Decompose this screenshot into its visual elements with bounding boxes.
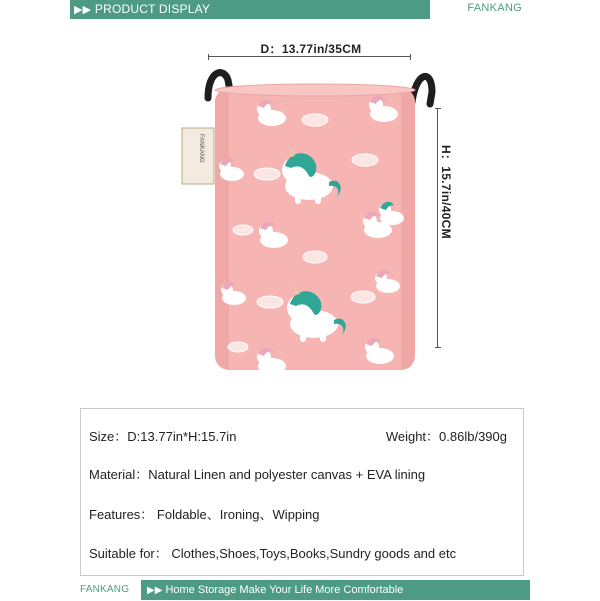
- diameter-label: D：13.77in/35CM: [260, 42, 362, 56]
- diameter-dimension-line: [208, 56, 411, 57]
- product-image: [180, 62, 440, 382]
- footer-bar: [141, 580, 530, 600]
- spec-weight: Weight：0.86lb/390g: [385, 429, 507, 444]
- footer-slogan: Home Storage Make Your Life More Comfortable: [165, 584, 404, 596]
- hang-tag-text: FANKANG: [198, 134, 204, 163]
- double-arrow-icon: ▶▶: [147, 585, 163, 596]
- brand-label-bottom: FANKANG: [80, 584, 130, 595]
- spec-panel: [80, 408, 524, 576]
- header-bar: [70, 0, 430, 19]
- spec-size: Size：D:13.77in*H:15.7in: [89, 429, 237, 444]
- header-title: PRODUCT DISPLAY: [94, 2, 211, 16]
- spec-features: Features： Foldable、Ironing、Wipping: [89, 507, 320, 522]
- height-label: H：15.7in/40CM: [439, 145, 453, 239]
- spec-suitable: Suitable for： Clothes,Shoes,Toys,Books,Sundry goods and etc: [89, 546, 457, 561]
- double-arrow-icon: ▶▶: [74, 4, 92, 16]
- brand-label-top: FANKANG: [467, 2, 522, 14]
- spec-material: Material：Natural Linen and polyester canvas + EVA lining: [89, 467, 426, 482]
- bag-rim: [215, 84, 415, 96]
- hang-tag: [182, 128, 214, 184]
